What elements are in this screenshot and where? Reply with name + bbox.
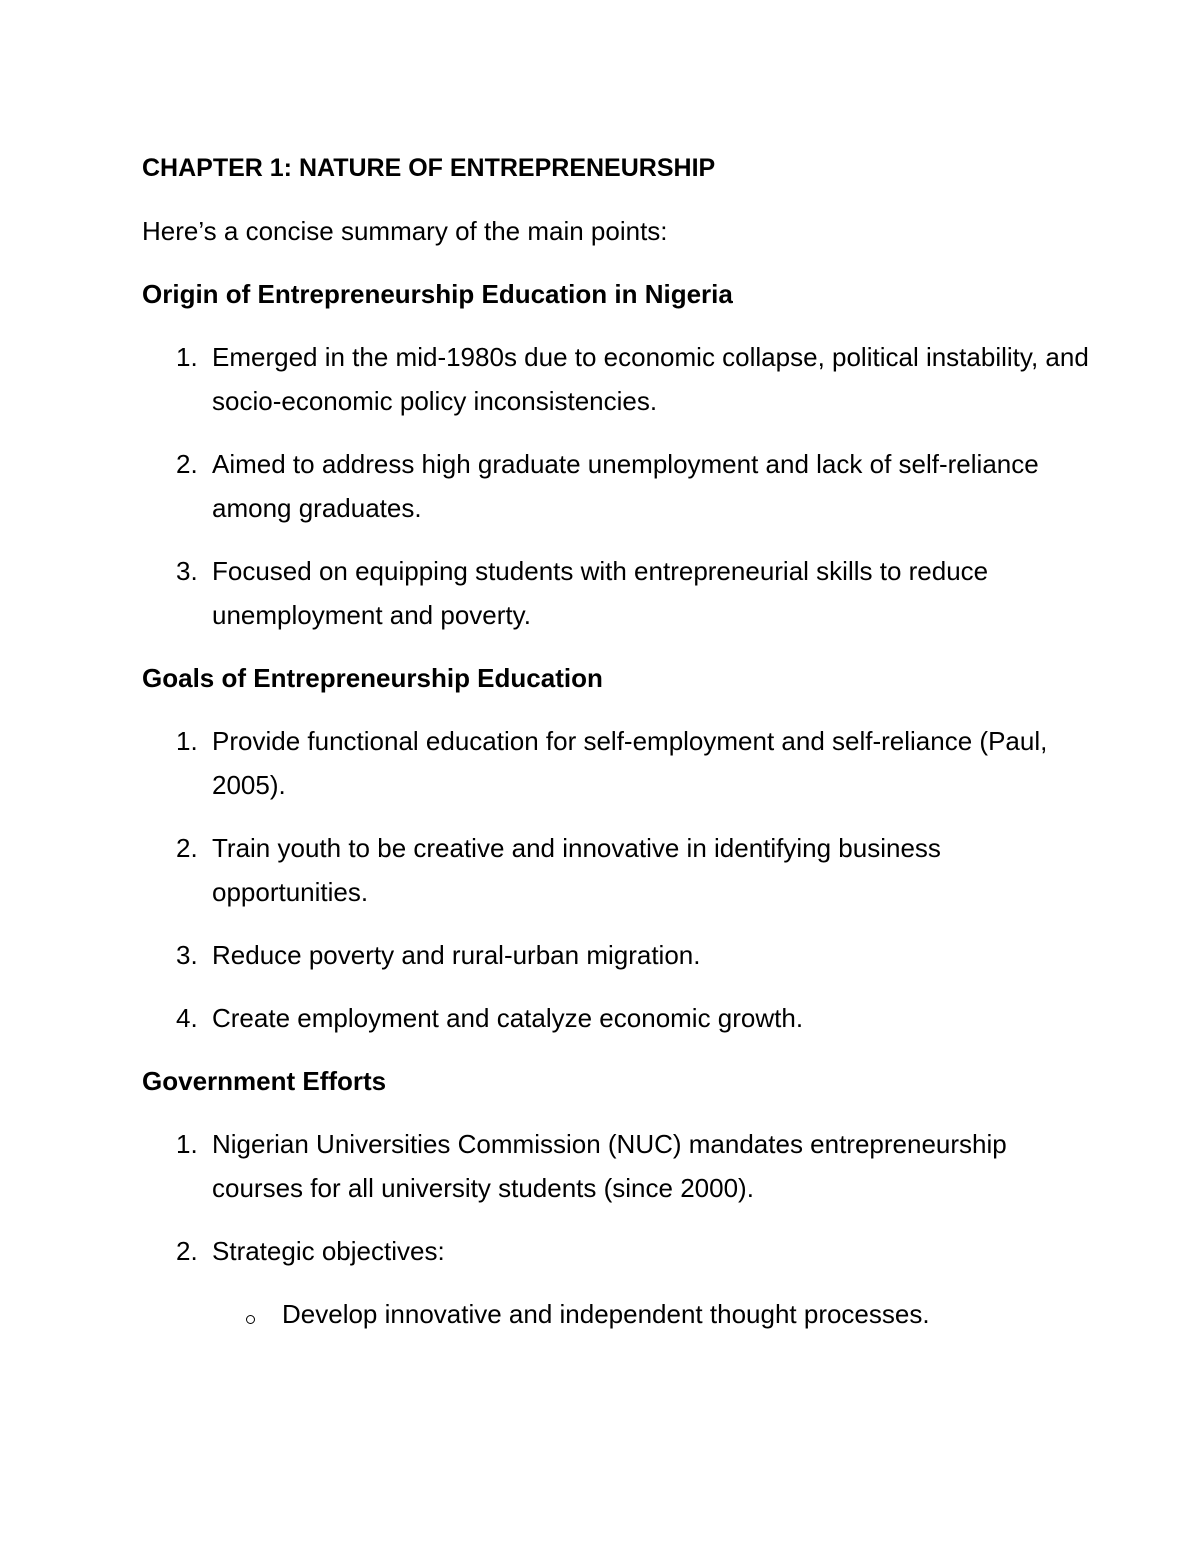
list-number: 2. [176,1236,198,1266]
list-item-text: Strategic objectives: [212,1236,445,1266]
list-number: 2. [176,833,198,863]
list-item-text: Train youth to be creative and innovative in identifying business opportunities. [212,833,941,907]
list-item-text: Reduce poverty and rural-urban migration. [212,940,701,970]
sub-list-item-text: Develop innovative and independent thought processes. [282,1299,930,1329]
government-list [142,1122,1102,1336]
document-title: CHAPTER 1: NATURE OF ENTREPRENEURSHIP [142,154,716,182]
goals-list [142,719,1102,1040]
list-item [142,549,1102,637]
list-item-text: Provide functional education for self-employment and self-reliance (Paul, 2005). [212,726,1048,800]
sub-list [212,1292,1102,1336]
section-heading-government: Government Efforts [142,1066,387,1096]
list-number: 2. [176,449,198,479]
list-number: 3. [176,556,198,586]
list-item-text: Aimed to address high graduate unemployment and lack of self-reliance among graduates. [212,449,1039,523]
list-item [142,442,1102,530]
list-item [142,1229,1102,1336]
list-item-text: Nigerian Universities Commission (NUC) mandates entrepreneurship courses for all university students (since 2000). [212,1129,1007,1203]
list-number: 1. [176,342,198,372]
list-item [142,933,1102,977]
list-item-text: Emerged in the mid-1980s due to economic collapse, political instability, and socio-economic policy inconsistencies. [212,342,1089,416]
list-number: 1. [176,726,198,756]
section-heading-goals: Goals of Entrepreneurship Education [142,663,603,693]
list-number: 3. [176,940,198,970]
list-item-text: Create employment and catalyze economic growth. [212,1003,804,1033]
list-number: 4. [176,1003,198,1033]
intro-text: Here’s a concise summary of the main points: [142,216,668,246]
list-item [142,719,1102,807]
section-heading-origin: Origin of Entrepreneurship Education in Nigeria [142,279,733,309]
list-number: 1. [176,1129,198,1159]
list-item [142,996,1102,1040]
document-page [142,146,1102,1355]
origin-list [142,335,1102,637]
list-item-text: Focused on equipping students with entrepreneurial skills to reduce unemployment and poverty. [212,556,989,630]
list-item [142,1122,1102,1210]
hollow-bullet-icon [246,1315,255,1324]
list-item [142,826,1102,914]
sub-list-item [212,1292,1102,1336]
list-item [142,335,1102,423]
